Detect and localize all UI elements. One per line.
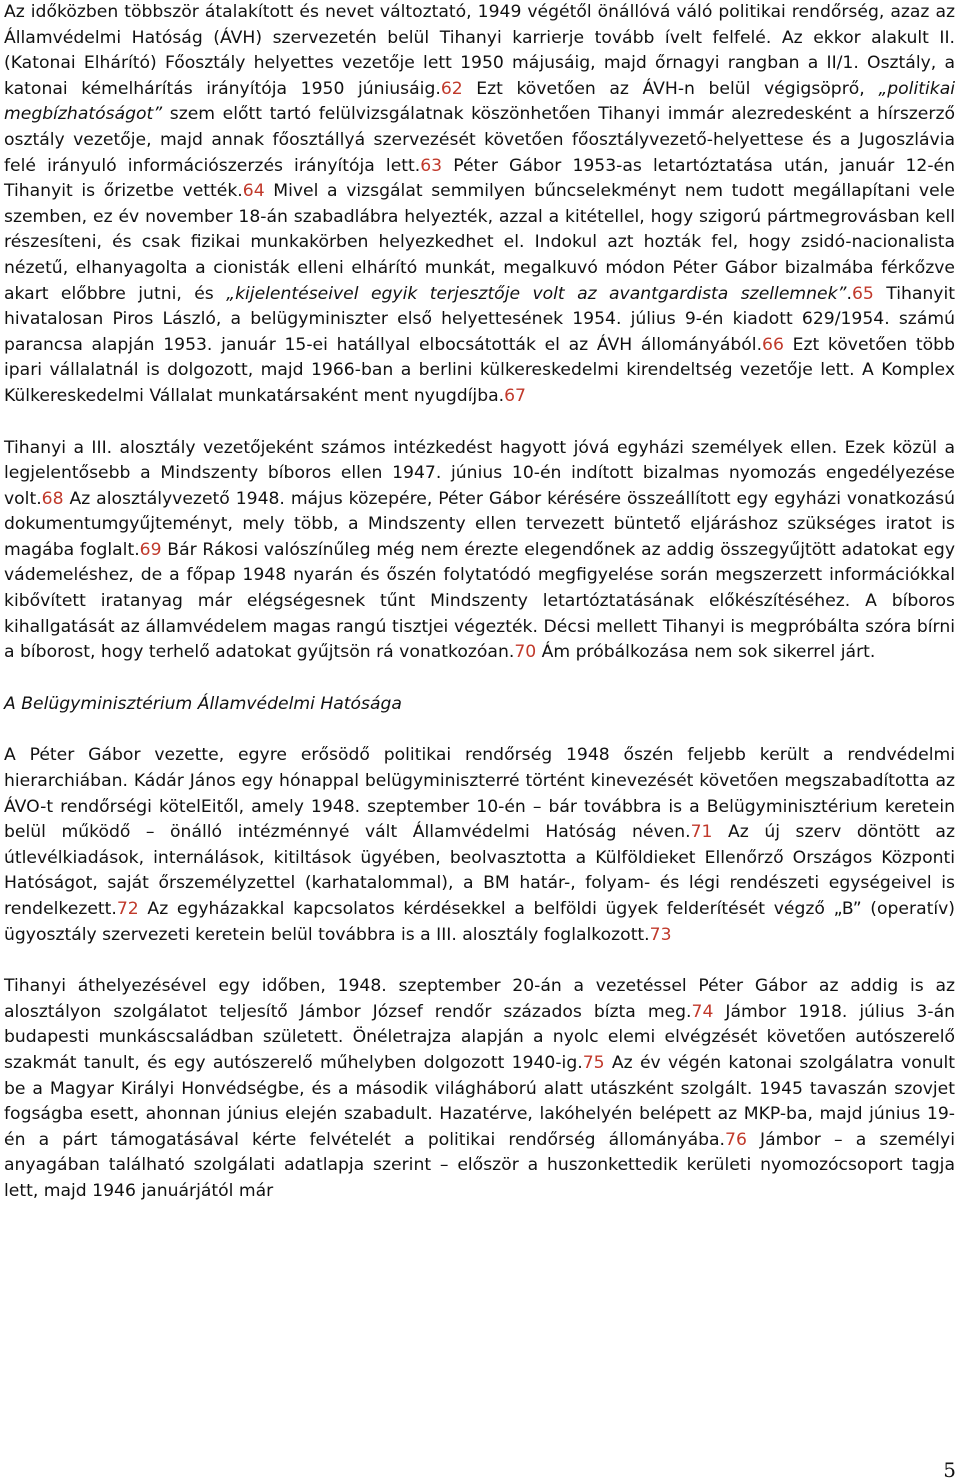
- paragraph-3: [4, 743, 955, 948]
- footnote-ref: 75: [582, 1052, 605, 1073]
- footnote-ref: 63: [420, 155, 443, 176]
- italic-quote: „kijelentéseivel egyik terjesztője volt az avantgardista szellemnek”: [226, 283, 847, 304]
- text-run: Tihanyi áthelyezésével egy időben, 1948. szeptember 20-án a vezetéssel Péter Gábor az addig is az alosztályon szolgálatot teljesítő Jámbor József rendőr százados bízta meg.: [4, 976, 955, 1022]
- text-run: Az alosztályvezető 1948. május közepére, Péter Gábor kérésére összeállított egy egyházi vonatkozású dokumentumgyűjteményt, mely több, a Mindszenty ellen tervezett büntető eljáráshoz szükséges iratot is magába foglalt.: [4, 488, 955, 560]
- footnote-ref: 76: [725, 1129, 747, 1150]
- text-run: Bár Rákosi valószínűleg még nem érezte elegendőnek az addig összegyűjtött adatokat egy vádemeléshez, de a főpap 1948 nyarán és őszén folytatódó megfigyelése során megszerzett információkkal kibővített iratanyag már elégségesnek tűnt Mindszenty letartóztatásának előkészítéséhez. A bíboros kihallgatását az államvédelem magas rangú tisztjei végezték. Décsi mellett Tihanyi is megpróbálta szóra bírni a bíborost, hogy terhelő adatokat gyűjtsön rá vonatkozóan.: [4, 539, 955, 663]
- paragraph-2: [4, 436, 955, 666]
- footnote-ref: 70: [514, 642, 537, 663]
- footnote-ref: 72: [116, 899, 139, 919]
- footnote-ref: 62: [440, 78, 463, 99]
- text-run: A Péter Gábor vezette, egyre erősödő politikai rendőrség 1948 őszén feljebb került a rendvédelmi hierarchiában. Kádár János egy hónappal belügyminiszterré történt kinevezését követően megszabadította az ÁVO-t rendőrségi kötelEitől, amely 1948. szeptember 10-én – bár továbbra is a Belügyminisztérium keretein belül működő – önálló intézménnyé vált Államvédelmi Hatóság néven.: [4, 745, 955, 843]
- footnote-ref: 69: [139, 539, 162, 560]
- footnote-ref: 71: [690, 822, 713, 843]
- footnote-ref: 74: [691, 1001, 714, 1022]
- text-run: Jámbor 1918. július 3-án budapesti munkáscsaládban született. Önéletrajza alapján a nyolc elemi elvégzését követően autószerelő szakmát tanult, és egy autószerelő műhelyben dolgozott 1940-ig.: [4, 1001, 955, 1073]
- footnote-ref: 68: [41, 488, 64, 509]
- page-number: 5: [943, 1458, 956, 1482]
- paragraph-1: [4, 0, 955, 410]
- footnote-ref: 65: [851, 283, 874, 304]
- text-run: Tihanyi a III. alosztály vezetőjeként számos intézkedést hagyott jóvá egyházi személyek ellen. Ezek közül a legjelentősebb a Mindszenty bíboros ellen 1947. június 10-én indított bizalmas nyomozás engedélyezése volt.: [4, 437, 955, 509]
- paragraph-4: [4, 974, 955, 1204]
- text-run: szem előtt tartó felülvizsgálatnak köszönhetően Tihanyi immár alezredesként a hírszerző osztály vezetője, majd annak főosztállyá szervezését követően főosztályvezető-helyettese és a Jugoszlávia felé irányuló információszerzés irányítója lett.: [4, 104, 955, 176]
- text-run: Tihanyit hivatalosan Piros László, a belügyminiszter első helyettesének 1954. július 9-én kiadott 629/1954. számú parancsa alapján 1953. január 15-ei hatállyal elbocsátották el az ÁVH állományából.: [4, 283, 955, 355]
- document-page: [4, 0, 955, 1205]
- text-run: Az egyházakkal kapcsolatos kérdésekkel a belföldi ügyek felderítését végző „B” (operatív) ügyosztály szervezeti keretein belül továbbra is a III. alosztály foglalkozott.: [4, 899, 955, 945]
- text-run: Jámbor – a személyi anyagában található szolgálati adatlapja szerint – először a huszonkettedik kerületi nyomozócsoport tagja lett, majd 1946 januárjától már: [4, 1129, 956, 1201]
- italic-quote: „politikai megbízhatóságot”: [4, 78, 955, 125]
- text-run: Péter Gábor 1953-as letartóztatása után, január 12-én Tihanyit is őrizetbe vették.: [4, 155, 955, 202]
- text-run: Az év végén katonai szolgálatra vonult be a Magyar Királyi Honvédségbe, és a második világháború alatt utászként szolgált. 1945 tavaszán szovjet fogságba esett, ahonnan június elején szabadult. Hazatérve, lakóhelyén belépett az MKP-ba, majd június 19-én a párt támogatásával kérte felvételét a politikai rendőrség állományába.: [4, 1052, 955, 1150]
- text-run: Mivel a vizsgálat semmilyen bűncselekményt nem tudott megállapítani vele szemben, ez év november 18-án szabadlábra helyezték, azzal a kitétellel, hogy szigorú pártmegrovásban kell részesíteni, és csak fizikai munkakörben helyezkedhet el. Indokul azt hozták fel, hogy zsidó-nacionalista nézetű, elhanyagolta a cionisták elleni elhárító munkát, megalkuvó módon Péter Gábor bizalmába férkőzve akart előbbre jutni, és: [4, 181, 955, 304]
- text-run: Ezt követően az ÁVH-n belül végigsöprő,: [462, 78, 879, 99]
- footnote-ref: 66: [762, 334, 784, 355]
- text-run: Ám próbálkozása nem sok sikerrel járt.: [536, 642, 876, 663]
- text-run: Az új szerv döntött az útlevélkiadások, internálások, kitiltások ügyében, beolvasztotta a Külföldieket Ellenőrző Országos Központi Hatóságot, saját őrszemélyzettel (karhatalommal), a BM határ-, folyam- és légi rendészeti egységeivel is rendelkezett.: [4, 822, 955, 919]
- footnote-ref: 67: [504, 385, 526, 406]
- text-run: .: [846, 283, 852, 304]
- footnote-ref: 73: [649, 924, 672, 945]
- text-run: Ezt követően több ipari vállalatnál is dolgozott, majd 1966-ban a berlini külkereskedelmi kirendeltség vezetője lett. A Komplex Külkereskedelmi Vállalat munkatársaként ment nyugdíjba.: [4, 334, 955, 406]
- footnote-ref: 64: [242, 181, 265, 202]
- section-heading: A Belügyminisztérium Államvédelmi Hatósága: [4, 693, 402, 714]
- text-run: Az időközben többször átalakított és nevet változtató, 1949 végétől önállóvá váló politikai rendőrség, azaz az Államvédelmi Hatóság (ÁVH) szervezetén belül Tihanyi karrierje tovább ívelt felfelé. Az ekkor alakult II. (Katonai Elhárító) Főosztály helyettes vezetője lett 1950 májusáig, majd őrnagyi rangban a II/1. Osztály, a katonai kémelhárítás irányítója 1950 júniusáig.: [4, 2, 955, 99]
